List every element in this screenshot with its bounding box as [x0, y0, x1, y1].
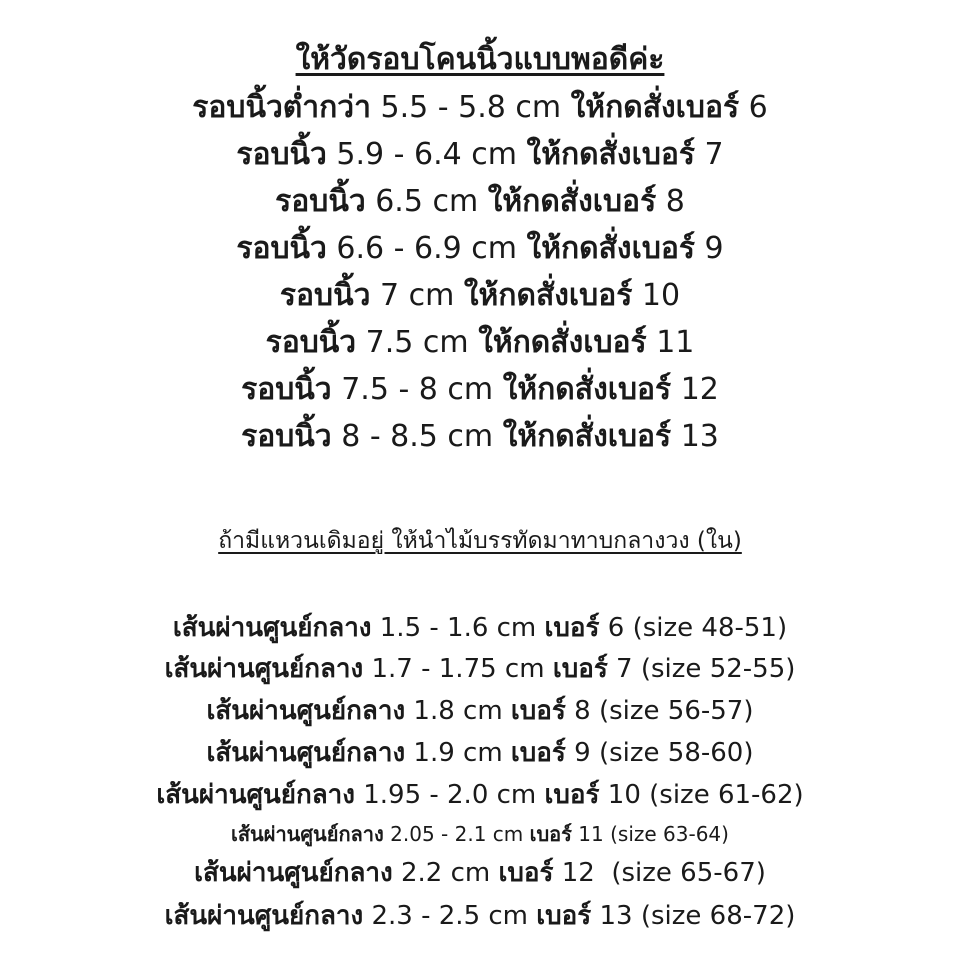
row-label: รอบนิ้ว: [236, 137, 327, 172]
row-order-text: เบอร์: [544, 613, 600, 643]
row-order-text: ให้กดสั่งเบอร์: [478, 325, 647, 360]
diameter-row: [0, 607, 960, 648]
row-size: 9 (size 58-60): [565, 738, 754, 768]
circumference-row: [0, 413, 960, 460]
row-order-text: ให้กดสั่งเบอร์: [570, 90, 740, 125]
row-size: 8: [656, 184, 685, 219]
row-size: 13 (size 68-72): [591, 901, 796, 931]
circumference-row: [0, 84, 960, 131]
row-size: 12 (size 65-67): [553, 858, 766, 888]
finger-circumference-heading: ให้วัดรอบโคนนิ้วแบบพอดีค่ะ: [295, 42, 665, 77]
diameter-row: [0, 774, 960, 815]
row-range: 1.9 cm: [405, 738, 511, 768]
row-size: 12: [671, 372, 719, 407]
row-order-text: ให้กดสั่งเบอร์: [502, 372, 672, 407]
row-order-text: เบอร์: [510, 738, 566, 768]
row-range: 1.95 - 2.0 cm: [354, 780, 545, 810]
row-label: เส้นผ่านศูนย์กลาง: [231, 822, 384, 846]
row-range: 7.5 cm: [356, 325, 479, 360]
row-range: 1.8 cm: [405, 696, 511, 726]
row-range: 5.9 - 6.4 cm: [326, 137, 527, 172]
row-range: 7.5 - 8 cm: [331, 372, 503, 407]
diameter-row: [0, 648, 960, 689]
circumference-row: [0, 272, 960, 319]
row-label: รอบนิ้ว: [275, 184, 366, 219]
row-size: 11 (size 63-64): [571, 822, 729, 846]
row-order-text: ให้กดสั่งเบอร์: [526, 137, 696, 172]
row-label: รอบนิ้ว: [241, 419, 332, 454]
row-size: 13: [671, 419, 719, 454]
circumference-row: [0, 225, 960, 272]
circumference-row: [0, 319, 960, 366]
row-range: 8 - 8.5 cm: [331, 419, 503, 454]
row-range: 2.3 - 2.5 cm: [363, 901, 537, 931]
row-label: เส้นผ่านศูนย์กลาง: [206, 696, 406, 726]
row-range: 2.05 - 2.1 cm: [383, 822, 530, 846]
circumference-row: [0, 178, 960, 225]
row-order-text: เบอร์: [536, 901, 592, 931]
row-size: 10: [632, 278, 681, 313]
row-range: 7 cm: [370, 278, 464, 313]
diameter-row: [0, 732, 960, 773]
circumference-row: [0, 131, 960, 178]
row-label: เส้นผ่านศูนย์กลาง: [206, 738, 406, 768]
row-size: 7: [695, 137, 724, 172]
existing-ring-heading: ถ้ามีแหวนเดิมอยู่ ให้นำไม้บรรทัดมาทาบกลางวง (ใน): [218, 528, 742, 554]
row-range: 6.6 - 6.9 cm: [326, 231, 527, 266]
row-order-text: ให้กดสั่งเบอร์: [526, 231, 696, 266]
row-range: 1.5 - 1.6 cm: [371, 613, 545, 643]
row-order-text: ให้กดสั่งเบอร์: [487, 184, 657, 219]
row-order-text: ให้กดสั่งเบอร์: [463, 278, 633, 313]
row-label: รอบนิ้ว: [265, 325, 357, 360]
row-range: 1.7 - 1.75 cm: [363, 654, 553, 684]
row-order-text: เบอร์: [510, 696, 566, 726]
diameter-row: [0, 818, 960, 850]
diameter-row: [0, 690, 960, 731]
row-label: รอบนิ้ว: [241, 372, 332, 407]
row-range: 5.5 - 5.8 cm: [370, 90, 571, 125]
row-label: เส้นผ่านศูนย์กลาง: [164, 654, 364, 684]
row-label: เส้นผ่านศูนย์กลาง: [194, 858, 393, 888]
row-order-text: เบอร์: [544, 780, 600, 810]
row-size: 8 (size 56-57): [565, 696, 754, 726]
row-label: เส้นผ่านศูนย์กลาง: [172, 613, 372, 643]
row-size: 7 (size 52-55): [607, 654, 796, 684]
row-size: 6: [739, 90, 768, 125]
row-label: รอบนิ้ว: [279, 278, 371, 313]
row-order-text: เบอร์: [529, 822, 572, 846]
circumference-row: [0, 366, 960, 413]
row-label: รอบนิ้วต่ำกว่า: [192, 90, 371, 125]
row-size: 11: [646, 325, 695, 360]
row-label: รอบนิ้ว: [236, 231, 327, 266]
row-range: 2.2 cm: [392, 858, 499, 888]
diameter-row: [0, 852, 960, 893]
row-order-text: ให้กดสั่งเบอร์: [502, 419, 672, 454]
row-order-text: เบอร์: [552, 654, 608, 684]
diameter-row: [0, 895, 960, 936]
row-order-text: เบอร์: [498, 858, 554, 888]
row-size: 9: [695, 231, 724, 266]
row-range: 6.5 cm: [365, 184, 488, 219]
row-label: เส้นผ่านศูนย์กลาง: [164, 901, 364, 931]
row-label: เส้นผ่านศูนย์กลาง: [156, 780, 355, 810]
row-size: 10 (size 61-62): [599, 780, 804, 810]
row-size: 6 (size 48-51): [599, 613, 788, 643]
